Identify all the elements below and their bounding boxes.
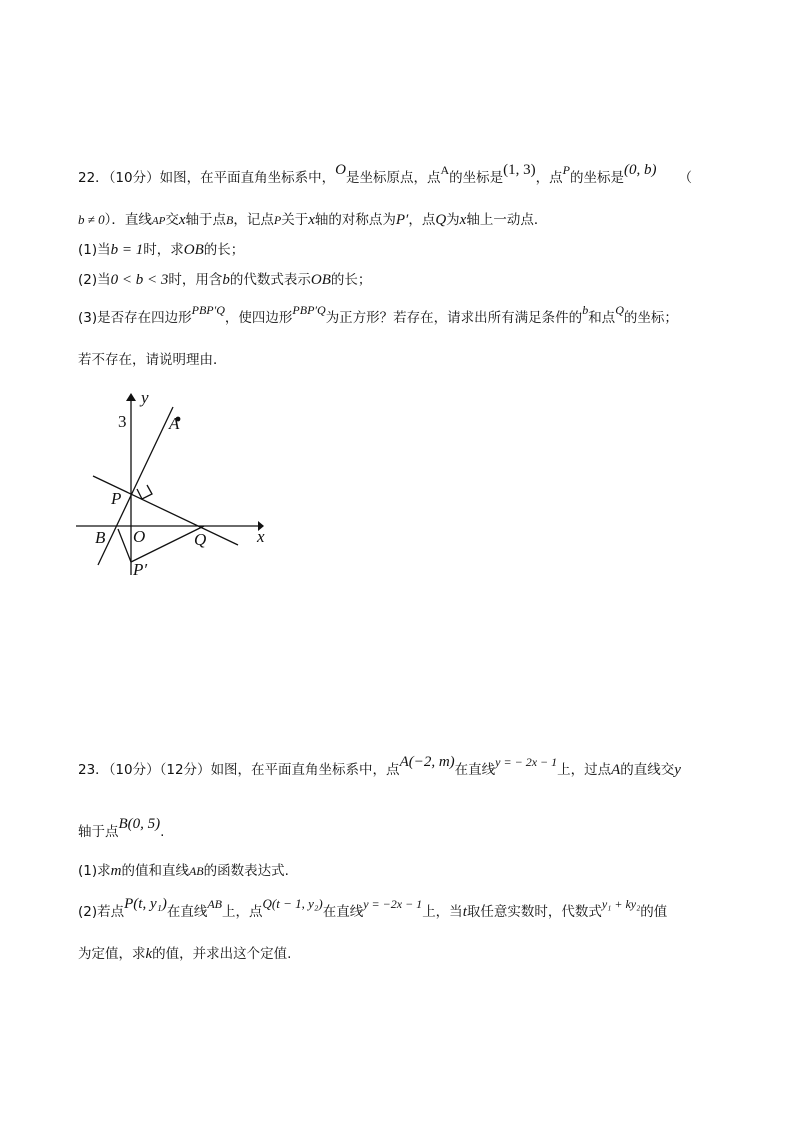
text: 的长； bbox=[330, 272, 372, 288]
text: ，使四边形 bbox=[224, 310, 293, 326]
text: 轴于点 bbox=[78, 824, 119, 840]
text: 为定值，求 bbox=[78, 946, 146, 962]
math-AB: AB bbox=[207, 897, 222, 911]
math-m: m bbox=[110, 863, 122, 879]
math-AB: AB bbox=[188, 864, 204, 878]
math-quadrilateral: PBP′Q bbox=[191, 303, 225, 317]
text: 为 bbox=[446, 212, 460, 228]
score: （10分） bbox=[108, 170, 160, 186]
math-point-Q: Q(t − 1, y₂) bbox=[262, 896, 323, 911]
question-number: 23． bbox=[78, 762, 109, 778]
text: 是否存在四边形 bbox=[97, 310, 192, 326]
text: 的函数表达式. bbox=[203, 863, 289, 879]
label-P-prime: P′ bbox=[133, 560, 148, 579]
math-O: O bbox=[335, 162, 346, 178]
math-P: P bbox=[562, 163, 570, 177]
text: 如图，在平面直角坐标系中， bbox=[159, 170, 336, 186]
math-t: t bbox=[462, 904, 467, 920]
text: 上，当 bbox=[422, 904, 463, 920]
score: （12分） bbox=[159, 762, 211, 778]
math-expression: y₁ + ky₂ bbox=[601, 897, 641, 911]
text: ）．直线 bbox=[104, 212, 152, 228]
math-y: y bbox=[674, 762, 681, 778]
text: 若不存在，请说明理由． bbox=[78, 352, 227, 368]
math-equation: b = 1 bbox=[110, 242, 144, 258]
coordinate-figure bbox=[74, 385, 274, 585]
text: 关于 bbox=[281, 212, 309, 228]
text: 如图，在平面直角坐标系中，点 bbox=[210, 762, 400, 778]
y-axis-arrow bbox=[126, 393, 136, 401]
text: 上，点 bbox=[222, 904, 263, 920]
text: 的值 bbox=[640, 904, 668, 920]
math-inequality: 0 < b < 3 bbox=[110, 272, 169, 288]
math-A: A bbox=[440, 163, 450, 177]
math-x: x bbox=[459, 212, 467, 228]
math-point-P: P(t, y₁) bbox=[124, 896, 167, 912]
label-Q: Q bbox=[194, 530, 207, 549]
text: 在直线 bbox=[166, 904, 208, 920]
math-OB: OB bbox=[183, 242, 204, 258]
math-P-prime: P′ bbox=[395, 212, 409, 228]
math-condition: b ≠ 0 bbox=[78, 212, 105, 227]
label-x: x bbox=[257, 527, 265, 546]
score: （10分） bbox=[108, 762, 160, 778]
q22-stem-line2 bbox=[78, 210, 760, 231]
q22-part3 bbox=[78, 303, 760, 328]
text: 时，求 bbox=[143, 242, 184, 258]
math-b: b bbox=[582, 303, 589, 317]
text: 为正方形？若存在，请求出所有满足条件的 bbox=[325, 310, 583, 326]
label-A: A bbox=[169, 414, 180, 433]
part-number: (3) bbox=[78, 310, 98, 326]
math-Q: Q bbox=[615, 303, 624, 317]
line-PQ bbox=[93, 476, 238, 545]
math-A-coord: (1, 3) bbox=[503, 162, 536, 178]
text: 是坐标原点，点 bbox=[345, 170, 441, 186]
text: 的值，并求出这个定值. bbox=[152, 946, 292, 962]
part-number: (1) bbox=[78, 863, 98, 879]
math-B: B bbox=[226, 213, 234, 227]
text: 的坐标是 bbox=[449, 170, 504, 186]
label-y: y bbox=[141, 388, 149, 407]
q22-stem-line1 bbox=[78, 162, 760, 188]
part-number: (2) bbox=[78, 904, 98, 920]
label-O: O bbox=[133, 527, 146, 546]
text: 轴的对称点为 bbox=[314, 212, 396, 228]
text: 的坐标； bbox=[623, 310, 678, 326]
text: 当 bbox=[97, 272, 111, 288]
math-k: k bbox=[145, 946, 153, 962]
text: （ bbox=[678, 170, 692, 186]
text: 的直线交 bbox=[620, 762, 675, 778]
text: 和点 bbox=[588, 310, 616, 326]
math-point-A: A(−2, m) bbox=[399, 754, 455, 770]
text: 的代数式表示 bbox=[229, 272, 311, 288]
text: 的值和直线 bbox=[121, 863, 189, 879]
question-number: 22． bbox=[78, 170, 109, 186]
q23-part2 bbox=[78, 896, 760, 922]
text: 若点 bbox=[97, 904, 125, 920]
math-point-B: B(0, 5) bbox=[118, 816, 161, 832]
math-quadrilateral: PBP′Q bbox=[292, 303, 326, 317]
text: 的坐标是 bbox=[569, 170, 624, 186]
text: 在直线 bbox=[322, 904, 364, 920]
text: ，点 bbox=[408, 212, 436, 228]
math-P: P bbox=[273, 213, 282, 227]
part-number: (1) bbox=[78, 242, 98, 258]
part-number: (2) bbox=[78, 272, 98, 288]
math-line-equation: y = −2x − 1 bbox=[363, 897, 423, 911]
math-line-equation: y = − 2x − 1 bbox=[495, 755, 558, 769]
text: ，记点 bbox=[233, 212, 274, 228]
text: 求 bbox=[97, 863, 111, 879]
text: 在直线 bbox=[454, 762, 496, 778]
text: 当 bbox=[97, 242, 111, 258]
q22-part1 bbox=[78, 240, 760, 260]
text: ，点 bbox=[535, 170, 563, 186]
text: 轴上一动点． bbox=[466, 212, 548, 228]
math-AP: AP bbox=[151, 215, 166, 227]
math-P-coord: (0, b) bbox=[623, 162, 657, 178]
segment-BP-prime bbox=[118, 529, 131, 562]
q22-part2 bbox=[78, 270, 760, 290]
math-b: b bbox=[222, 272, 230, 288]
math-A: A bbox=[611, 762, 621, 778]
text: 上，过点 bbox=[557, 762, 612, 778]
math-x: x bbox=[178, 212, 186, 228]
math-OB: OB bbox=[310, 272, 331, 288]
tick-label-3: 3 bbox=[118, 412, 127, 431]
math-x: x bbox=[308, 212, 315, 228]
q23-stem-line1 bbox=[78, 754, 760, 780]
q23-part1 bbox=[78, 861, 760, 881]
text: 轴于点 bbox=[185, 212, 227, 228]
right-angle-mark bbox=[137, 485, 152, 499]
text: 取任意实数时，代数式 bbox=[466, 904, 602, 920]
label-P: P bbox=[111, 489, 122, 508]
text: 交 bbox=[165, 212, 179, 228]
label-B: B bbox=[95, 528, 106, 547]
text: 时，用含 bbox=[168, 272, 223, 288]
math-Q: Q bbox=[435, 212, 447, 228]
q22-part3-continued bbox=[78, 350, 760, 370]
q23-stem-line2 bbox=[78, 816, 760, 842]
q23-part2-continued bbox=[78, 944, 760, 964]
text: . bbox=[160, 824, 165, 840]
text: 的长； bbox=[203, 242, 245, 258]
